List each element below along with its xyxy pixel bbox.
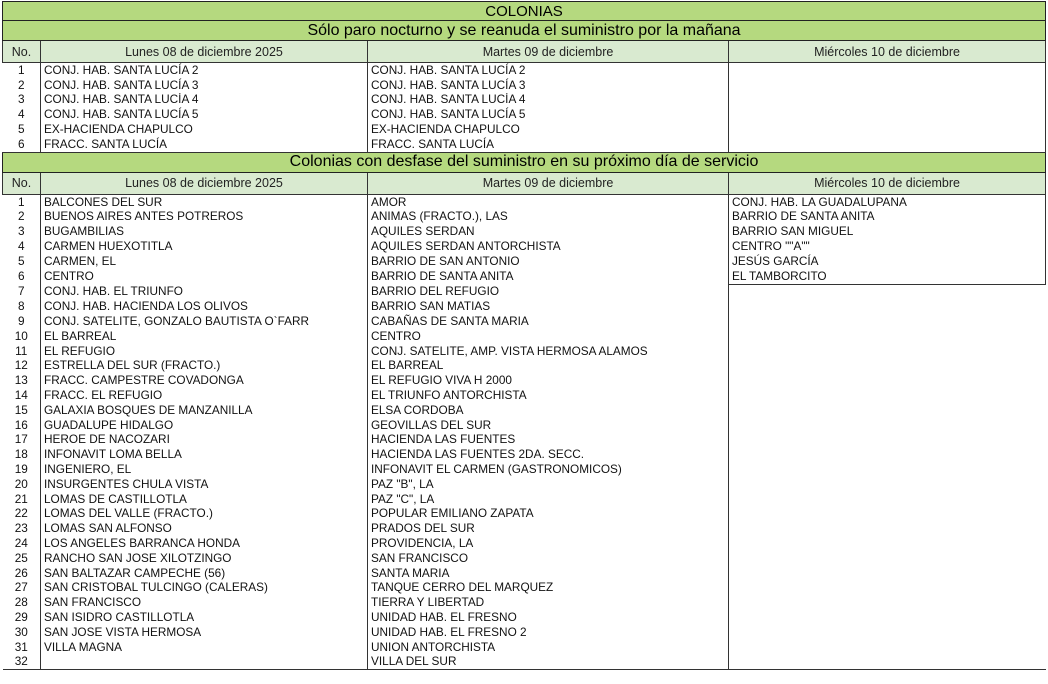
monday-colonia: SAN ISIDRO CASTILLOTLA bbox=[41, 610, 368, 625]
tuesday-colonia: AQUILES SERDAN ANTORCHISTA bbox=[368, 239, 729, 254]
tuesday-colonia: SAN FRANCISCO bbox=[368, 551, 729, 566]
monday-colonia: CARMEN, EL bbox=[41, 254, 368, 269]
wednesday-colonia bbox=[729, 107, 1046, 122]
section2-subtitle: Colonias con desfase del suministro en su próximo día de servicio bbox=[3, 152, 1046, 172]
table-row bbox=[3, 403, 1046, 418]
row-number: 1 bbox=[17, 194, 25, 209]
tuesday-colonia: AMOR bbox=[368, 194, 729, 209]
table-row bbox=[3, 433, 1046, 448]
monday-colonia: GALAXIA BOSQUES DE MANZANILLA bbox=[41, 403, 368, 418]
row-number: 32 bbox=[3, 654, 41, 669]
wednesday-colonia bbox=[729, 625, 1046, 640]
tuesday-colonia: EX-HACIENDA CHAPULCO bbox=[368, 122, 729, 137]
table-row bbox=[3, 194, 1046, 209]
tuesday-colonia: INFONAVIT EL CARMEN (GASTRONOMICOS) bbox=[368, 462, 729, 477]
row-number: 13 bbox=[14, 373, 28, 388]
row-number: 29 bbox=[14, 610, 28, 624]
tuesday-colonia: VILLA DEL SUR bbox=[368, 654, 729, 669]
row-number: 2 bbox=[17, 77, 25, 92]
row-number: 17 bbox=[14, 432, 28, 447]
monday-colonia: CONJ. HAB. HACIENDA LOS OLIVOS bbox=[41, 299, 368, 314]
row-number: 12 bbox=[14, 358, 28, 373]
table-row bbox=[3, 654, 1046, 669]
monday-colonia: LOS ANGELES BARRANCA HONDA bbox=[41, 536, 368, 551]
monday-colonia: SAN BALTAZAR CAMPECHE (56) bbox=[41, 566, 368, 581]
wednesday-colonia: EL TAMBORCITO bbox=[729, 269, 1046, 284]
monday-colonia: FRACC. SANTA LUCÍA bbox=[41, 137, 368, 152]
tuesday-colonia: PAZ "B", LA bbox=[368, 477, 729, 492]
table-row bbox=[3, 254, 1046, 269]
row-number: 27 bbox=[14, 580, 28, 595]
table-row bbox=[3, 477, 1046, 492]
monday-colonia bbox=[41, 654, 368, 669]
tuesday-colonia: AQUILES SERDAN bbox=[368, 224, 729, 239]
wednesday-colonia bbox=[729, 581, 1046, 596]
table-row bbox=[3, 640, 1046, 655]
monday-colonia: SAN JOSE VISTA HERMOSA bbox=[41, 625, 368, 640]
monday-colonia: SAN FRANCISCO bbox=[41, 595, 368, 610]
monday-colonia: FRACC. CAMPESTRE COVADONGA bbox=[41, 373, 368, 388]
table-row bbox=[3, 299, 1046, 314]
tuesday-colonia: CABAÑAS DE SANTA MARIA bbox=[368, 314, 729, 329]
wednesday-colonia bbox=[729, 595, 1046, 610]
monday-colonia: CONJ. SATELITE, GONZALO BAUTISTA O`FARR bbox=[41, 314, 368, 329]
monday-colonia: EL BARREAL bbox=[41, 329, 368, 344]
section1-subtitle-row bbox=[3, 21, 1046, 41]
monday-colonia: CARMEN HUEXOTITLA bbox=[41, 239, 368, 254]
wednesday-colonia bbox=[729, 566, 1046, 581]
tuesday-colonia: GEOVILLAS DEL SUR bbox=[368, 418, 729, 433]
row-number: 7 bbox=[17, 284, 25, 299]
table-row bbox=[3, 210, 1046, 225]
tuesday-colonia: CONJ. HAB. SANTA LUCÍA 4 bbox=[368, 93, 729, 108]
wednesday-colonia: CONJ. HAB. LA GUADALUPANA bbox=[729, 194, 1046, 209]
table-row bbox=[3, 566, 1046, 581]
row-number: 25 bbox=[14, 550, 28, 565]
tuesday-colonia: TANQUE CERRO DEL MARQUEZ bbox=[368, 581, 729, 596]
table-row bbox=[3, 239, 1046, 254]
row-number: 20 bbox=[14, 476, 28, 491]
wednesday-colonia bbox=[729, 610, 1046, 625]
tuesday-colonia: UNIDAD HAB. EL FRESNO bbox=[368, 610, 729, 625]
monday-colonia: HEROE DE NACOZARI bbox=[41, 433, 368, 448]
section1-header-monday: Lunes 08 de diciembre 2025 bbox=[41, 41, 368, 63]
wednesday-colonia bbox=[729, 314, 1046, 329]
table-row bbox=[3, 551, 1046, 566]
monday-colonia: CONJ. HAB. SANTA LUCÍA 5 bbox=[41, 107, 368, 122]
tuesday-colonia: HACIENDA LAS FUENTES bbox=[368, 433, 729, 448]
monday-colonia: GUADALUPE HIDALGO bbox=[41, 418, 368, 433]
table-title: COLONIAS bbox=[3, 2, 1046, 21]
row-number: 22 bbox=[14, 506, 28, 521]
table-row bbox=[3, 447, 1046, 462]
row-number: 10 bbox=[14, 328, 28, 343]
tuesday-colonia: CONJ. HAB. SANTA LUCÍA 2 bbox=[368, 63, 729, 78]
section1-header-tuesday: Martes 09 de diciembre bbox=[368, 41, 729, 63]
table-row bbox=[3, 581, 1046, 596]
tuesday-colonia: UNION ANTORCHISTA bbox=[368, 640, 729, 655]
wednesday-colonia bbox=[729, 359, 1046, 374]
row-number: 1 bbox=[17, 62, 25, 77]
table-row bbox=[3, 388, 1046, 403]
monday-colonia: INSURGENTES CHULA VISTA bbox=[41, 477, 368, 492]
section1-header-no: No. bbox=[3, 41, 41, 63]
row-number: 21 bbox=[14, 491, 28, 506]
table-row bbox=[3, 507, 1046, 522]
table-row bbox=[3, 373, 1046, 388]
table-row bbox=[3, 284, 1046, 299]
wednesday-colonia: BARRIO DE SANTA ANITA bbox=[729, 210, 1046, 225]
tuesday-colonia: TIERRA Y LIBERTAD bbox=[368, 595, 729, 610]
row-number: 5 bbox=[17, 253, 25, 268]
row-number: 18 bbox=[14, 447, 28, 462]
wednesday-colonia bbox=[729, 433, 1046, 448]
wednesday-colonia bbox=[729, 418, 1046, 433]
row-number: 6 bbox=[17, 268, 25, 283]
wednesday-colonia bbox=[729, 78, 1046, 93]
wednesday-colonia bbox=[729, 93, 1046, 108]
tuesday-colonia: SANTA MARIA bbox=[368, 566, 729, 581]
wednesday-colonia bbox=[729, 388, 1046, 403]
monday-colonia: BALCONES DEL SUR bbox=[41, 194, 368, 209]
monday-colonia: CENTRO bbox=[41, 269, 368, 284]
tuesday-colonia: ELSA CORDOBA bbox=[368, 403, 729, 418]
tuesday-colonia: EL REFUGIO VIVA H 2000 bbox=[368, 373, 729, 388]
monday-colonia: CONJ. HAB. SANTA LUCÍA 4 bbox=[41, 93, 368, 108]
wednesday-colonia bbox=[729, 329, 1046, 344]
wednesday-colonia bbox=[729, 492, 1046, 507]
monday-colonia: INFONAVIT LOMA BELLA bbox=[41, 447, 368, 462]
monday-colonia: CONJ. HAB. SANTA LUCÍA 2 bbox=[41, 63, 368, 78]
section1-header-wednesday: Miércoles 10 de diciembre bbox=[729, 41, 1046, 63]
tuesday-colonia: HACIENDA LAS FUENTES 2DA. SECC. bbox=[368, 447, 729, 462]
row-number: 3 bbox=[17, 92, 25, 107]
row-number: 8 bbox=[17, 299, 25, 314]
wednesday-colonia bbox=[729, 536, 1046, 551]
wednesday-colonia bbox=[729, 447, 1046, 462]
table-row bbox=[3, 93, 1046, 108]
row-number: 14 bbox=[14, 388, 28, 403]
wednesday-colonia: CENTRO ""A"" bbox=[729, 239, 1046, 254]
wednesday-colonia bbox=[729, 521, 1046, 536]
monday-colonia: FRACC. EL REFUGIO bbox=[41, 388, 368, 403]
wednesday-colonia bbox=[729, 403, 1046, 418]
table-row bbox=[3, 329, 1046, 344]
wednesday-colonia bbox=[729, 63, 1046, 78]
tuesday-colonia: CONJ. HAB. SANTA LUCÍA 3 bbox=[368, 78, 729, 93]
wednesday-colonia bbox=[729, 640, 1046, 655]
table-row bbox=[3, 269, 1046, 284]
wednesday-colonia bbox=[729, 299, 1046, 314]
monday-colonia: SAN CRISTOBAL TULCINGO (CALERAS) bbox=[41, 581, 368, 596]
wednesday-colonia bbox=[729, 284, 1046, 299]
section2-header-monday: Lunes 08 de diciembre 2025 bbox=[41, 172, 368, 194]
monday-colonia: BUENOS AIRES ANTES POTREROS bbox=[41, 210, 368, 225]
tuesday-colonia: EL TRIUNFO ANTORCHISTA bbox=[368, 388, 729, 403]
monday-colonia: VILLA MAGNA bbox=[41, 640, 368, 655]
row-number: 28 bbox=[14, 595, 28, 610]
wednesday-colonia bbox=[729, 654, 1046, 669]
table-row bbox=[3, 595, 1046, 610]
tuesday-colonia: BARRIO DEL REFUGIO bbox=[368, 284, 729, 299]
table-row bbox=[3, 492, 1046, 507]
table-row bbox=[3, 418, 1046, 433]
row-number: 15 bbox=[14, 402, 28, 417]
section2-header-tuesday: Martes 09 de diciembre bbox=[368, 172, 729, 194]
table-row bbox=[3, 625, 1046, 640]
table-row bbox=[3, 521, 1046, 536]
table-row bbox=[3, 462, 1046, 477]
title-row bbox=[3, 2, 1046, 21]
row-number: 2 bbox=[17, 209, 25, 224]
tuesday-colonia: ANIMAS (FRACTO.), LAS bbox=[368, 210, 729, 225]
wednesday-colonia bbox=[729, 122, 1046, 137]
colonias-table bbox=[2, 1, 1046, 670]
table-row bbox=[3, 224, 1046, 239]
table-row bbox=[3, 314, 1046, 329]
table-row bbox=[3, 107, 1046, 122]
tuesday-colonia: BARRIO DE SANTA ANITA bbox=[368, 269, 729, 284]
row-number: 4 bbox=[17, 239, 25, 254]
row-number: 3 bbox=[17, 224, 25, 239]
row-number: 5 bbox=[17, 122, 25, 137]
row-number: 30 bbox=[14, 624, 28, 639]
row-number: 9 bbox=[17, 314, 25, 329]
tuesday-colonia: BARRIO DE SAN ANTONIO bbox=[368, 254, 729, 269]
row-number: 26 bbox=[14, 565, 28, 580]
wednesday-colonia: JESÚS GARCÍA bbox=[729, 254, 1046, 269]
tuesday-colonia: POPULAR EMILIANO ZAPATA bbox=[368, 507, 729, 522]
tuesday-colonia: PROVIDENCIA, LA bbox=[368, 536, 729, 551]
row-number: 23 bbox=[14, 521, 28, 536]
tuesday-colonia: EL BARREAL bbox=[368, 359, 729, 374]
tuesday-colonia: FRACC. SANTA LUCÍA bbox=[368, 137, 729, 152]
wednesday-colonia bbox=[729, 137, 1046, 152]
table-row bbox=[3, 63, 1046, 78]
monday-colonia: LOMAS DEL VALLE (FRACTO.) bbox=[41, 507, 368, 522]
section2-subtitle-row bbox=[3, 152, 1046, 172]
monday-colonia: EL REFUGIO bbox=[41, 344, 368, 359]
row-number: 6 bbox=[3, 137, 41, 152]
section1-subtitle: Sólo paro nocturno y se reanuda el suministro por la mañana bbox=[3, 21, 1046, 41]
tuesday-colonia: PRADOS DEL SUR bbox=[368, 521, 729, 536]
monday-colonia: LOMAS SAN ALFONSO bbox=[41, 521, 368, 536]
monday-colonia: CONJ. HAB. SANTA LUCÍA 3 bbox=[41, 78, 368, 93]
monday-colonia: EX-HACIENDA CHAPULCO bbox=[41, 122, 368, 137]
wednesday-colonia bbox=[729, 551, 1046, 566]
wednesday-colonia bbox=[729, 507, 1046, 522]
table-row bbox=[3, 344, 1046, 359]
wednesday-colonia bbox=[729, 462, 1046, 477]
row-number: 11 bbox=[15, 343, 28, 358]
row-number: 4 bbox=[17, 107, 25, 122]
tuesday-colonia: CONJ. HAB. SANTA LUCÍA 5 bbox=[368, 107, 729, 122]
monday-colonia: LOMAS DE CASTILLOTLA bbox=[41, 492, 368, 507]
monday-colonia: ESTRELLA DEL SUR (FRACTO.) bbox=[41, 359, 368, 374]
table-row bbox=[3, 536, 1046, 551]
wednesday-colonia bbox=[729, 373, 1046, 388]
tuesday-colonia: CONJ. SATELITE, AMP. VISTA HERMOSA ALAMOS bbox=[368, 344, 729, 359]
tuesday-colonia: PAZ "C", LA bbox=[368, 492, 729, 507]
monday-colonia: INGENIERO, EL bbox=[41, 462, 368, 477]
monday-colonia: BUGAMBILIAS bbox=[41, 224, 368, 239]
section2-header-row bbox=[3, 172, 1046, 194]
wednesday-colonia bbox=[729, 477, 1046, 492]
section1-header-row bbox=[3, 41, 1046, 63]
wednesday-colonia: BARRIO SAN MIGUEL bbox=[729, 224, 1046, 239]
table-row bbox=[3, 610, 1046, 625]
table-row bbox=[3, 122, 1046, 137]
tuesday-colonia: CENTRO bbox=[368, 329, 729, 344]
table-row bbox=[3, 78, 1046, 93]
section2-header-wednesday: Miércoles 10 de diciembre bbox=[729, 172, 1046, 194]
tuesday-colonia: BARRIO SAN MATIAS bbox=[368, 299, 729, 314]
row-number: 24 bbox=[14, 536, 28, 550]
tuesday-colonia: UNIDAD HAB. EL FRESNO 2 bbox=[368, 625, 729, 640]
monday-colonia: CONJ. HAB. EL TRIUNFO bbox=[41, 284, 368, 299]
row-number: 16 bbox=[14, 417, 28, 432]
section2-header-no: No. bbox=[3, 172, 41, 194]
row-number: 31 bbox=[14, 639, 28, 654]
wednesday-colonia bbox=[729, 344, 1046, 359]
row-number: 19 bbox=[14, 462, 28, 477]
monday-colonia: RANCHO SAN JOSE XILOTZINGO bbox=[41, 551, 368, 566]
table-row bbox=[3, 359, 1046, 374]
table-row bbox=[3, 137, 1046, 152]
